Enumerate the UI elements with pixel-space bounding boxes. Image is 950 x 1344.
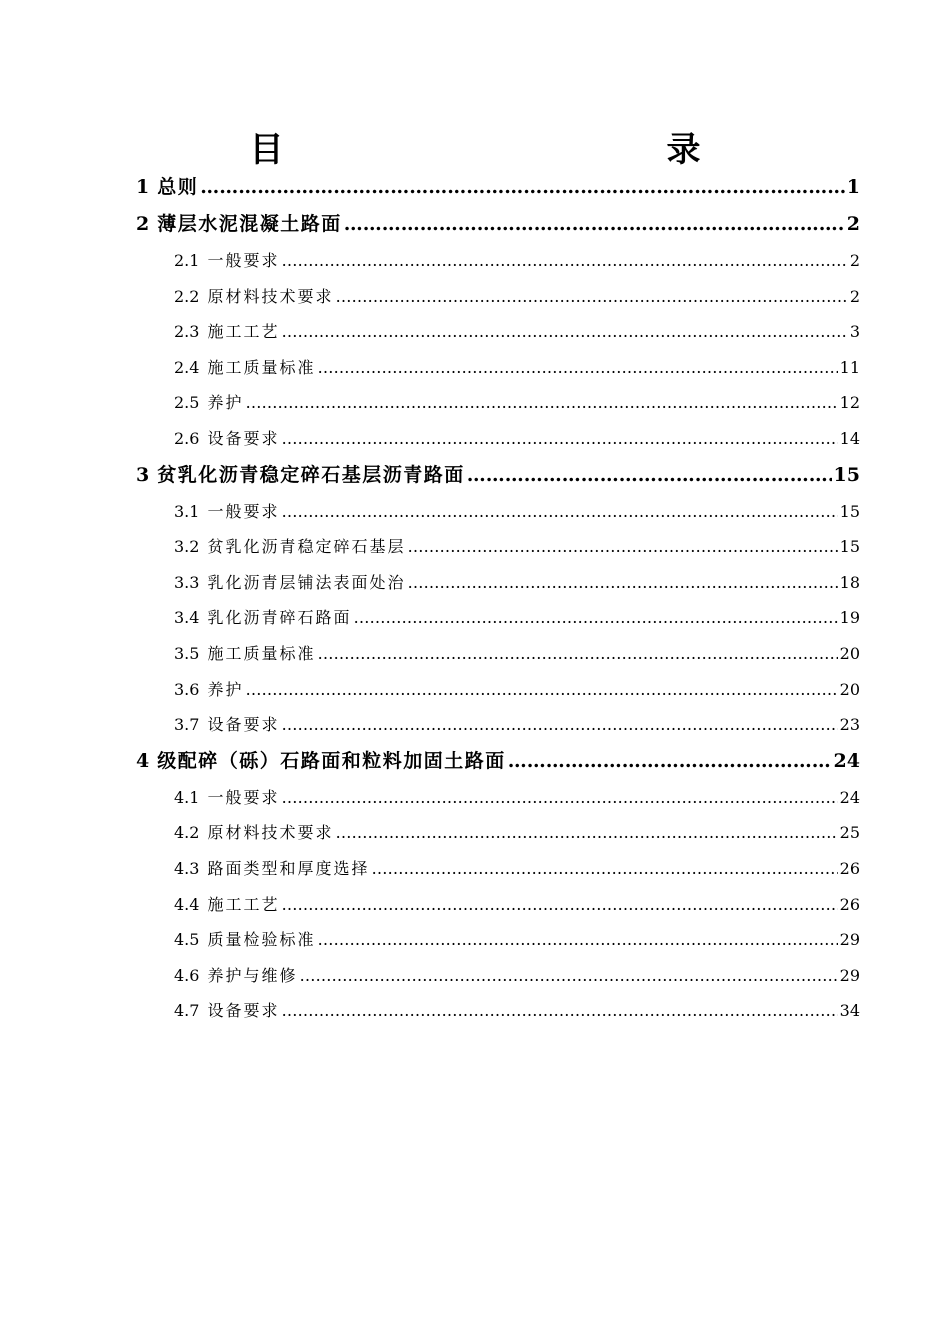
toc-entry-label: 路面类型和厚度选择 bbox=[207, 858, 370, 878]
toc-entry[interactable] bbox=[136, 385, 860, 421]
toc-entry-number: 3 bbox=[136, 463, 150, 486]
toc-entry[interactable] bbox=[136, 421, 860, 457]
toc-entry-label: 乳化沥青层铺法表面处治 bbox=[207, 572, 406, 592]
toc-entry-label: 贫乳化沥青稳定碎石基层沥青路面 bbox=[157, 463, 465, 486]
toc-entry-label: 设备要求 bbox=[207, 715, 280, 735]
toc-entry-page: 18 bbox=[839, 572, 860, 592]
toc-entry-page: 15 bbox=[839, 501, 860, 521]
toc-entry[interactable] bbox=[136, 672, 860, 708]
toc-entry-number: 4.2 bbox=[174, 823, 200, 843]
toc-entry-label: 贫乳化沥青稳定碎石基层 bbox=[207, 537, 406, 557]
toc-entry-page: 2 bbox=[849, 286, 860, 306]
toc-entry-page: 24 bbox=[833, 749, 860, 772]
toc-entry-number: 4.3 bbox=[174, 858, 200, 878]
toc-entry-page: 20 bbox=[839, 679, 860, 699]
toc-entry[interactable] bbox=[136, 279, 860, 315]
toc-entry-page: 29 bbox=[839, 930, 860, 950]
toc-entry-label: 养护 bbox=[207, 679, 244, 699]
toc-entry-label: 薄层水泥混凝土路面 bbox=[157, 213, 342, 235]
toc-entry[interactable] bbox=[136, 707, 860, 743]
toc-entry-number: 3.5 bbox=[174, 643, 200, 663]
toc-entry[interactable] bbox=[136, 743, 860, 780]
toc-entry-page: 26 bbox=[839, 858, 860, 878]
toc-entry-label: 级配碎（砾）石路面和粒料加固土路面 bbox=[157, 749, 506, 772]
toc-entry[interactable] bbox=[136, 815, 860, 851]
toc-entry-number: 4.4 bbox=[174, 894, 200, 914]
dot-leader bbox=[344, 206, 845, 243]
toc-entry[interactable] bbox=[136, 887, 860, 923]
table-of-contents bbox=[136, 169, 860, 1029]
toc-entry-label: 总则 bbox=[157, 176, 199, 198]
dot-leader bbox=[281, 993, 837, 1029]
toc-entry-label: 一般要求 bbox=[207, 251, 280, 270]
dot-leader bbox=[281, 780, 837, 816]
toc-entry-label: 设备要求 bbox=[207, 1001, 280, 1021]
toc-entry-number: 2.5 bbox=[174, 393, 200, 413]
toc-entry-number: 4.7 bbox=[174, 1001, 200, 1021]
dot-leader bbox=[317, 636, 837, 672]
toc-entry-number: 2.3 bbox=[174, 322, 200, 342]
toc-entry-number: 2 bbox=[136, 213, 150, 235]
toc-entry-label: 乳化沥青碎石路面 bbox=[207, 608, 352, 628]
toc-entry[interactable] bbox=[136, 206, 860, 243]
toc-entry-label: 施工质量标准 bbox=[207, 357, 316, 377]
toc-entry-number: 1 bbox=[136, 176, 150, 198]
dot-leader bbox=[245, 672, 837, 708]
toc-entry[interactable] bbox=[136, 529, 860, 565]
toc-entry-page: 23 bbox=[839, 715, 860, 735]
dot-leader bbox=[200, 169, 845, 206]
dot-leader bbox=[281, 494, 837, 530]
toc-entry-number: 3.6 bbox=[174, 679, 200, 699]
dot-leader bbox=[353, 600, 837, 636]
toc-entry-number: 3.7 bbox=[174, 715, 200, 735]
toc-entry-label: 施工质量标准 bbox=[207, 643, 316, 663]
toc-entry-label: 质量检验标准 bbox=[207, 930, 316, 950]
toc-entry-page: 11 bbox=[839, 357, 860, 377]
dot-leader bbox=[245, 385, 837, 421]
dot-leader bbox=[407, 565, 837, 601]
toc-entry-page: 26 bbox=[839, 894, 860, 914]
toc-entry[interactable] bbox=[136, 565, 860, 601]
toc-entry-number: 3.2 bbox=[174, 537, 200, 557]
toc-entry[interactable] bbox=[136, 350, 860, 386]
toc-entry[interactable] bbox=[136, 922, 860, 958]
toc-entry-number: 3.1 bbox=[174, 501, 200, 521]
toc-entry-number: 2.6 bbox=[174, 428, 200, 448]
toc-entry-page: 12 bbox=[839, 393, 860, 413]
dot-leader bbox=[281, 243, 847, 279]
toc-entry[interactable] bbox=[136, 780, 860, 816]
toc-entry-page: 2 bbox=[849, 251, 860, 270]
toc-entry-page: 29 bbox=[839, 965, 860, 985]
toc-entry-label: 施工工艺 bbox=[207, 894, 280, 914]
dot-leader bbox=[407, 529, 837, 565]
toc-entry[interactable] bbox=[136, 169, 860, 206]
toc-entry-number: 4 bbox=[136, 749, 150, 772]
toc-entry-page: 24 bbox=[839, 787, 860, 807]
toc-entry-number: 4.5 bbox=[174, 930, 200, 950]
toc-entry-number: 3.3 bbox=[174, 572, 200, 592]
toc-entry-page: 15 bbox=[839, 537, 860, 557]
toc-entry-number: 4.1 bbox=[174, 787, 200, 807]
toc-entry-page: 19 bbox=[839, 608, 860, 628]
toc-entry-page: 20 bbox=[839, 643, 860, 663]
toc-title: 目 录 bbox=[249, 130, 806, 170]
toc-entry[interactable] bbox=[136, 600, 860, 636]
toc-entry-label: 养护 bbox=[207, 393, 244, 413]
toc-entry-page: 14 bbox=[839, 428, 860, 448]
toc-entry-label: 原材料技术要求 bbox=[207, 823, 334, 843]
dot-leader bbox=[281, 314, 847, 350]
toc-entry[interactable] bbox=[136, 457, 860, 494]
toc-entry-label: 施工工艺 bbox=[207, 322, 280, 342]
dot-leader bbox=[335, 815, 837, 851]
dot-leader bbox=[467, 457, 832, 494]
toc-entry-label: 一般要求 bbox=[207, 501, 280, 521]
toc-entry-number: 3.4 bbox=[174, 608, 200, 628]
dot-leader bbox=[317, 350, 837, 386]
toc-entry-page: 15 bbox=[833, 463, 860, 486]
dot-leader bbox=[281, 887, 837, 923]
toc-entry[interactable] bbox=[136, 494, 860, 530]
dot-leader bbox=[281, 707, 837, 743]
toc-entry-label: 设备要求 bbox=[207, 428, 280, 448]
toc-entry-label: 原材料技术要求 bbox=[207, 286, 334, 306]
toc-entry-number: 2.4 bbox=[174, 357, 200, 377]
toc-entry-number: 2.1 bbox=[174, 251, 200, 270]
toc-entry-page: 2 bbox=[846, 213, 860, 235]
dot-leader bbox=[508, 743, 832, 780]
dot-leader bbox=[335, 279, 847, 315]
toc-entry-page: 3 bbox=[849, 322, 860, 342]
toc-entry-page: 34 bbox=[839, 1001, 860, 1021]
dot-leader bbox=[317, 922, 837, 958]
toc-entry[interactable] bbox=[136, 243, 860, 279]
toc-entry[interactable] bbox=[136, 958, 860, 994]
toc-entry[interactable] bbox=[136, 636, 860, 672]
toc-entry-page: 1 bbox=[846, 176, 860, 198]
toc-entry-page: 25 bbox=[839, 823, 860, 843]
toc-entry-number: 2.2 bbox=[174, 286, 200, 306]
toc-entry-label: 养护与维修 bbox=[207, 965, 298, 985]
toc-entry-number: 4.6 bbox=[174, 965, 200, 985]
toc-entry[interactable] bbox=[136, 993, 860, 1029]
toc-entry[interactable] bbox=[136, 314, 860, 350]
dot-leader bbox=[371, 851, 837, 887]
dot-leader bbox=[281, 421, 837, 457]
dot-leader bbox=[299, 958, 837, 994]
toc-entry-label: 一般要求 bbox=[207, 787, 280, 807]
toc-entry[interactable] bbox=[136, 851, 860, 887]
